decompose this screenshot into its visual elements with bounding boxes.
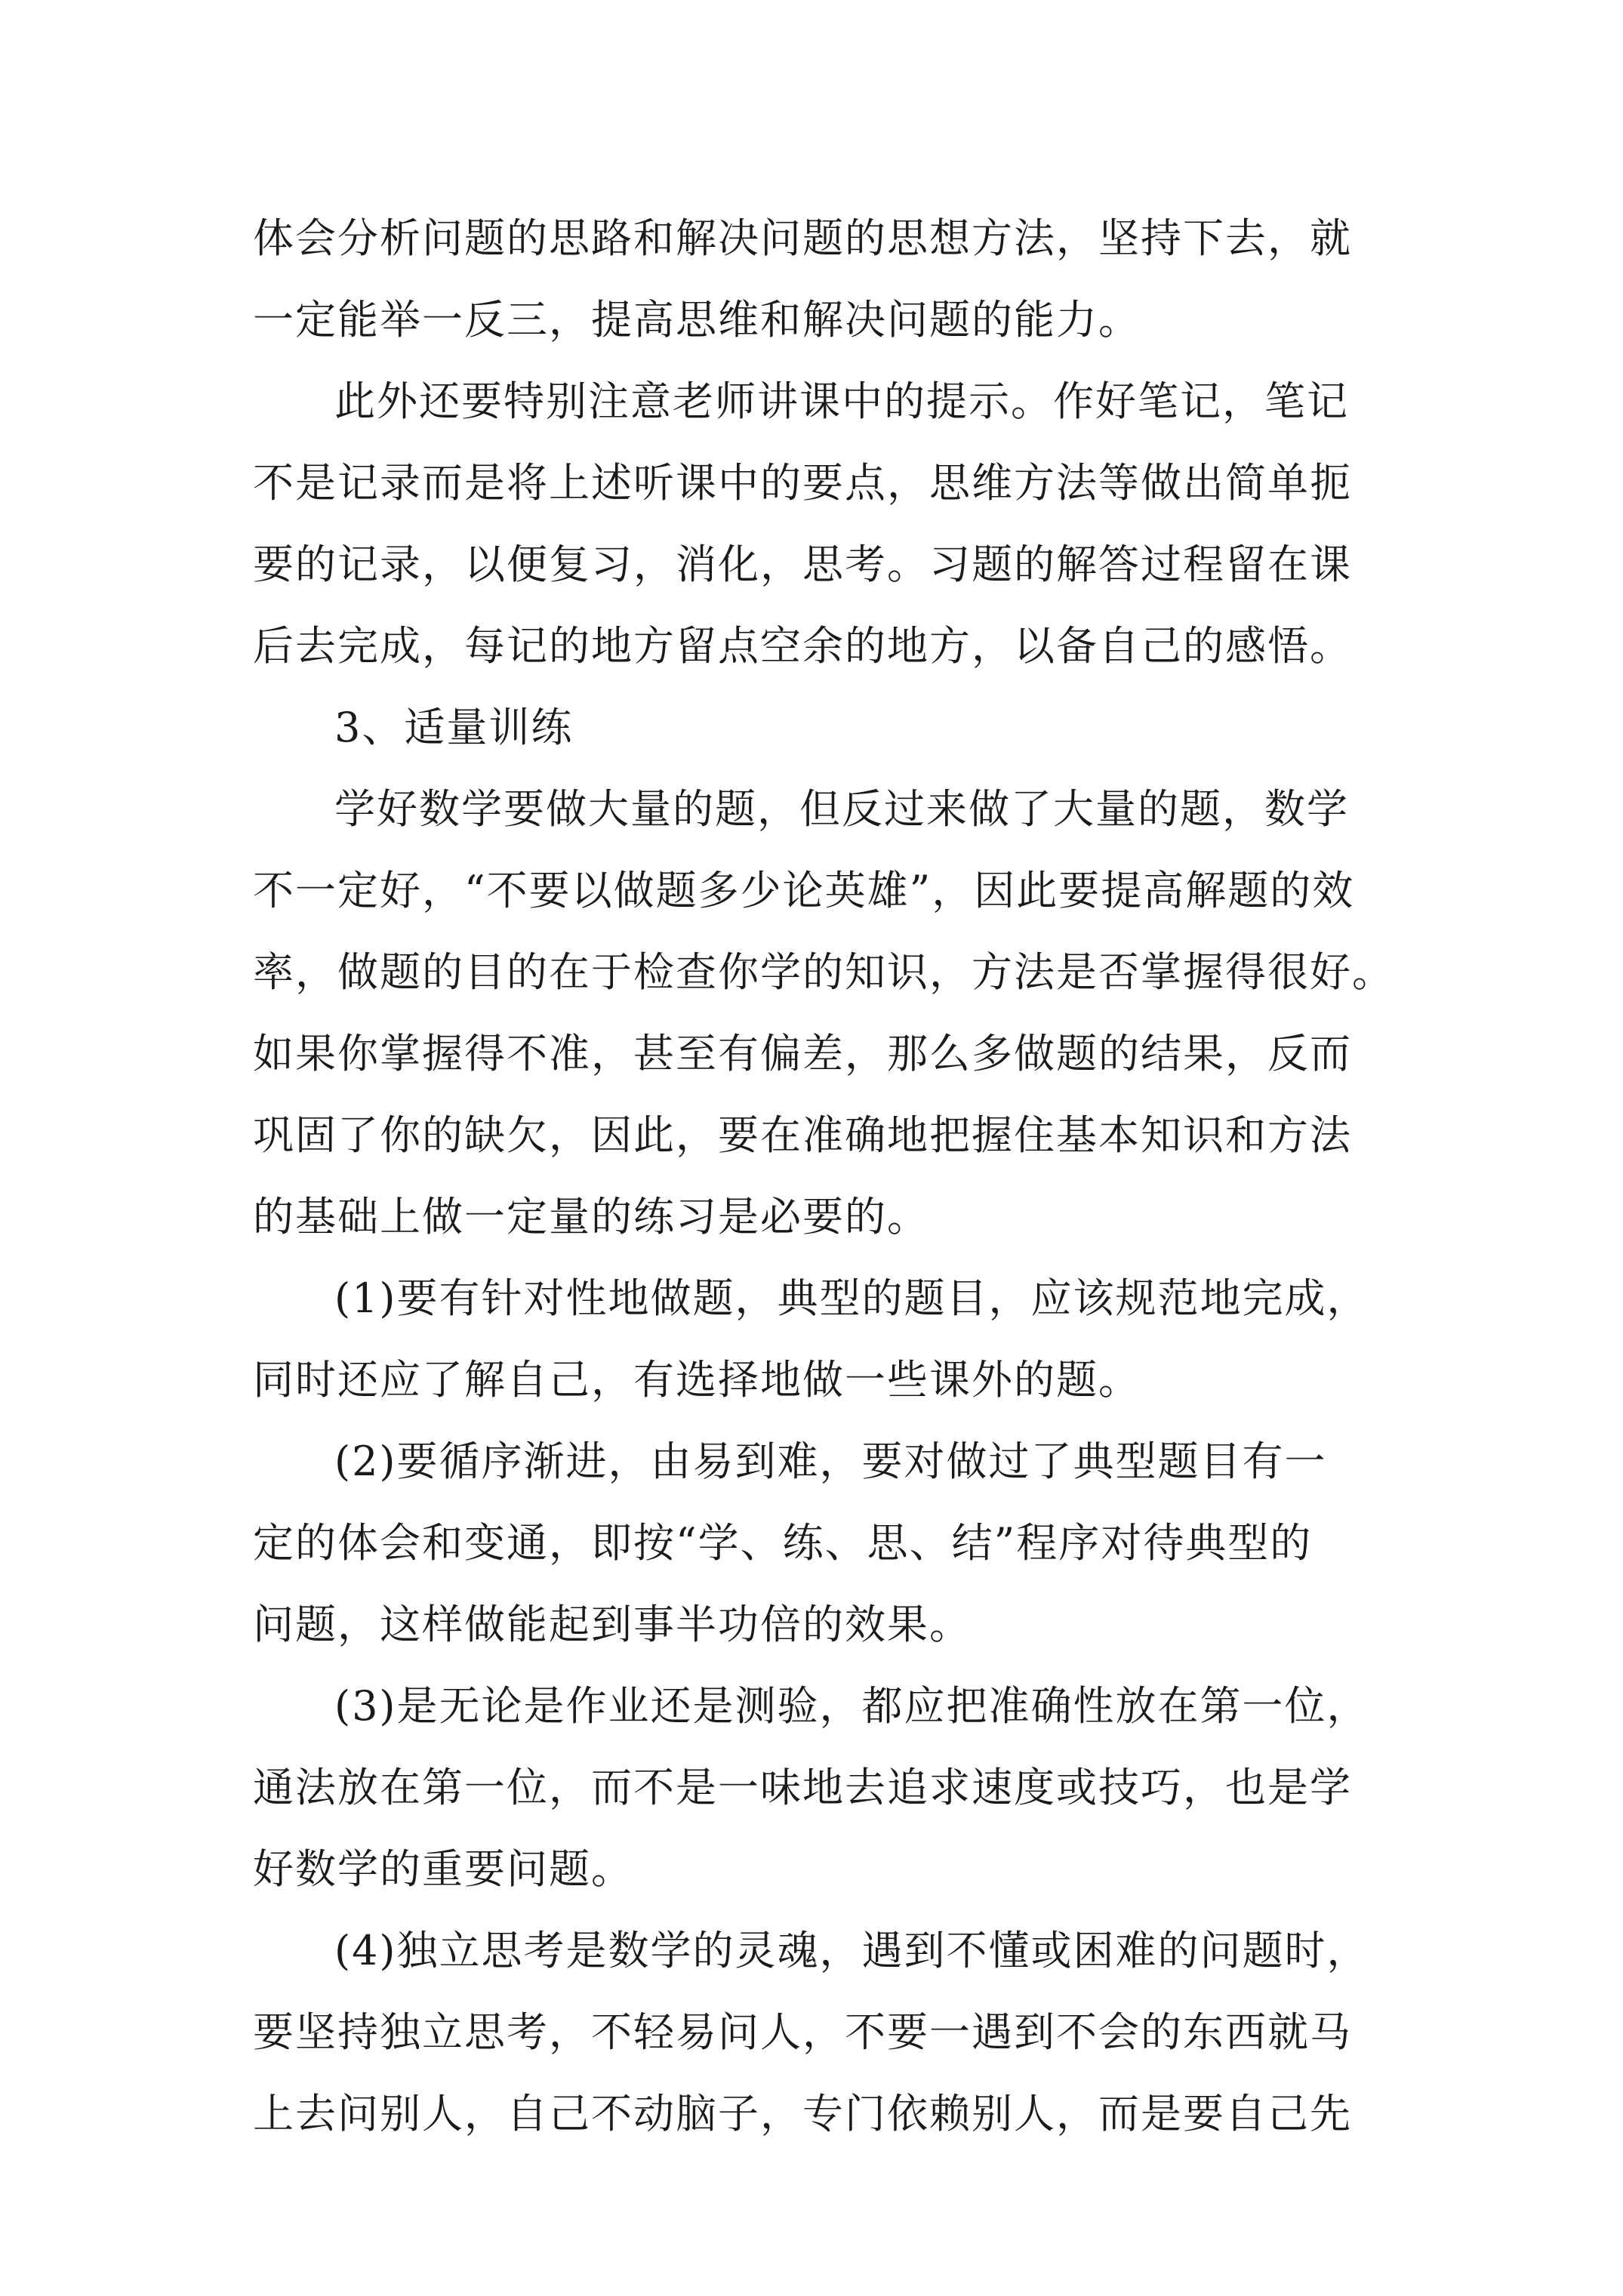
list-item-3-line-1: (3)是无论是作业还是测验，都应把准确性放在第一位，	[334, 1682, 1369, 1730]
text-line-5: 要的记录，以便复习，消化，思考。习题的解答过程留在课	[253, 541, 1352, 588]
section-heading: 3、适量训练	[334, 704, 574, 751]
text-line-2: 一定能举一反三，提高思维和解决问题的能力。	[253, 296, 1141, 344]
document-page	[253, 198, 1394, 2155]
text-line-9: 不一定好，“不要以做题多少论英雄”，因此要提高解题的效	[253, 867, 1355, 914]
list-item-2-line-1: (2)要循序渐进，由易到难，要对做过了典型题目有一	[334, 1438, 1327, 1485]
list-item-4-line-1: (4)独立思考是数学的灵魂，遇到不懂或困难的问题时，	[334, 1927, 1369, 1974]
list-item-1-line-2: 同时还应了解自己，有选择地做一些课外的题。	[253, 1356, 1141, 1404]
list-item-3-line-3: 好数学的重要问题。	[253, 1845, 633, 1893]
list-item-4-line-2: 要坚持独立思考，不轻易问人，不要一遇到不会的东西就马	[253, 2008, 1352, 2056]
text-line-12: 巩固了你的缺欠，因此，要在准确地把握住基本知识和方法	[253, 1111, 1352, 1159]
text-line-6: 后去完成，每记的地方留点空余的地方，以备自己的感悟。	[253, 622, 1352, 670]
text-line-1: 体会分析问题的思路和解决问题的思想方法，坚持下去，就	[253, 214, 1352, 262]
text-line-10: 率，做题的目的在于检查你学的知识，方法是否掌握得很好。	[253, 948, 1394, 996]
list-item-1-line-1: (1)要有针对性地做题，典型的题目，应该规范地完成，	[334, 1274, 1369, 1322]
text-line-4: 不是记录而是将上述听课中的要点，思维方法等做出简单扼	[253, 459, 1352, 507]
text-line-11: 如果你掌握得不准，甚至有偏差，那么多做题的结果，反而	[253, 1030, 1352, 1077]
list-item-2-line-2: 定的体会和变通，即按“学、练、思、结”程序对待典型的	[253, 1519, 1313, 1567]
text-line-8: 学好数学要做大量的题，但反过来做了大量的题，数学	[334, 785, 1349, 833]
text-line-3: 此外还要特别注意老师讲课中的提示。作好笔记，笔记	[334, 378, 1349, 425]
list-item-3-line-2: 通法放在第一位，而不是一味地去追求速度或技巧，也是学	[253, 1764, 1352, 1811]
list-item-2-line-3: 问题，这样做能起到事半功倍的效果。	[253, 1601, 972, 1648]
text-line-13: 的基础上做一定量的练习是必要的。	[253, 1193, 929, 1240]
list-item-4-line-3: 上去问别人，自己不动脑子，专门依赖别人，而是要自己先	[253, 2090, 1352, 2137]
